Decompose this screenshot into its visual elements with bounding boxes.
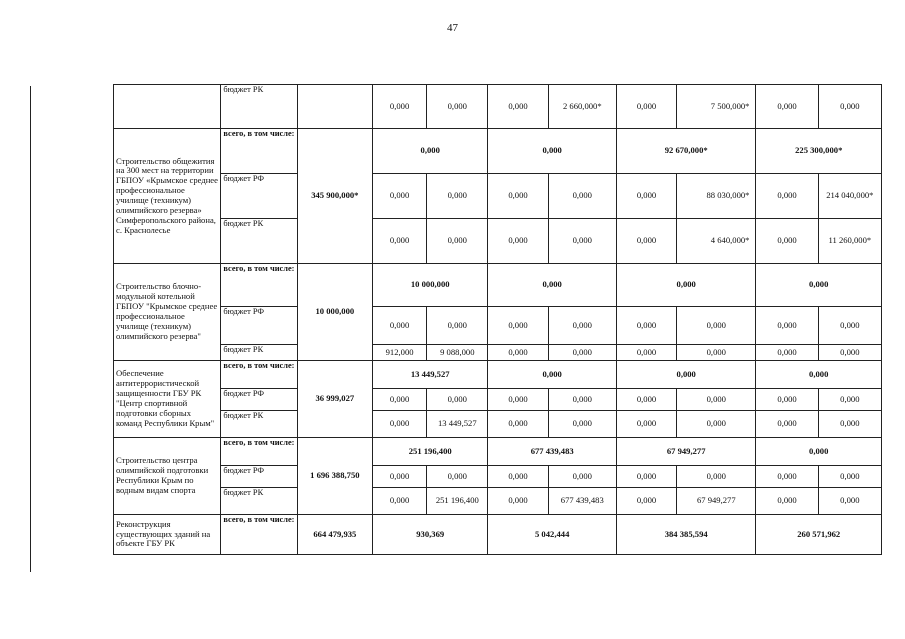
value-cell: 0,000 xyxy=(677,307,756,345)
budget-kind-cell: всего, в том числе: xyxy=(221,438,297,466)
value-cell: 9 088,000 xyxy=(427,345,488,361)
budget-kind-cell: бюджет РФ xyxy=(221,307,297,345)
total-cell: 1 696 388,750 xyxy=(297,438,372,515)
value-cell: 0,000 xyxy=(616,85,676,129)
value-cell: 0,000 xyxy=(616,219,676,264)
value-cell: 67 949,277 xyxy=(677,488,756,515)
value-cell: 0,000 xyxy=(372,85,426,129)
budget-kind-cell: всего, в том числе: xyxy=(221,129,297,174)
year-total-cell: 930,369 xyxy=(372,515,487,555)
total-cell: 664 479,935 xyxy=(297,515,372,555)
value-cell: 0,000 xyxy=(427,219,488,264)
table-row xyxy=(114,488,882,515)
value-cell: 0,000 xyxy=(756,411,818,438)
total-cell: 36 999,027 xyxy=(297,361,372,438)
value-cell: 0,000 xyxy=(488,85,548,129)
value-cell: 0,000 xyxy=(488,466,548,488)
value-cell: 11 260,000* xyxy=(818,219,881,264)
budget-kind-cell: бюджет РК xyxy=(221,219,297,264)
table-row xyxy=(114,85,882,129)
value-cell: 0,000 xyxy=(372,307,426,345)
value-cell: 0,000 xyxy=(818,411,881,438)
value-cell: 0,000 xyxy=(372,488,426,515)
year-total-cell: 384 385,594 xyxy=(616,515,756,555)
budget-kind-cell: бюджет РФ xyxy=(221,389,297,411)
value-cell: 0,000 xyxy=(818,466,881,488)
total-cell: 345 900,000* xyxy=(297,129,372,264)
value-cell: 0,000 xyxy=(756,466,818,488)
value-cell: 0,000 xyxy=(616,411,676,438)
value-cell: 0,000 xyxy=(427,466,488,488)
value-cell: 4 640,000* xyxy=(677,219,756,264)
page-number: 47 xyxy=(447,22,458,34)
year-total-cell: 13 449,527 xyxy=(372,361,487,389)
value-cell: 0,000 xyxy=(756,219,818,264)
value-cell: 88 030,000* xyxy=(677,174,756,219)
year-total-cell: 0,000 xyxy=(488,264,617,307)
value-cell: 0,000 xyxy=(488,411,548,438)
value-cell: 0,000 xyxy=(548,389,616,411)
year-total-cell: 677 439,483 xyxy=(488,438,617,466)
object-name-cell xyxy=(114,85,221,129)
budget-kind-cell: бюджет РФ xyxy=(221,466,297,488)
value-cell: 0,000 xyxy=(616,345,676,361)
year-total-cell: 0,000 xyxy=(756,264,882,307)
table-row xyxy=(114,264,882,307)
value-cell: 912,000 xyxy=(372,345,426,361)
value-cell: 0,000 xyxy=(488,345,548,361)
table-row xyxy=(114,515,882,555)
year-total-cell: 10 000,000 xyxy=(372,264,487,307)
year-total-cell: 0,000 xyxy=(372,129,487,174)
object-name-cell: Обеспечение антитеррористической защищенности ГБУ РК "Центр спортивной подготовки сборных команд Республики Крым" xyxy=(114,361,221,438)
table-row xyxy=(114,174,882,219)
value-cell: 251 196,400 xyxy=(427,488,488,515)
value-cell: 2 660,000* xyxy=(548,85,616,129)
value-cell: 0,000 xyxy=(677,345,756,361)
value-cell: 0,000 xyxy=(818,345,881,361)
table-row xyxy=(114,411,882,438)
value-cell: 0,000 xyxy=(677,389,756,411)
budget-kind-cell: бюджет РК xyxy=(221,411,297,438)
value-cell: 0,000 xyxy=(488,389,548,411)
year-total-cell: 0,000 xyxy=(756,438,882,466)
year-total-cell: 225 300,000* xyxy=(756,129,882,174)
value-cell: 0,000 xyxy=(616,466,676,488)
value-cell: 13 449,527 xyxy=(427,411,488,438)
value-cell: 0,000 xyxy=(677,411,756,438)
value-cell: 0,000 xyxy=(818,488,881,515)
value-cell: 0,000 xyxy=(488,219,548,264)
object-name-cell: Строительство центра олимпийской подготовки Республики Крым по водным видам спорта xyxy=(114,438,221,515)
value-cell: 0,000 xyxy=(616,307,676,345)
total-cell: 10 000,000 xyxy=(297,264,372,361)
value-cell: 0,000 xyxy=(756,307,818,345)
value-cell: 0,000 xyxy=(427,85,488,129)
year-total-cell: 0,000 xyxy=(488,129,617,174)
budget-table xyxy=(113,84,882,555)
value-cell: 0,000 xyxy=(756,389,818,411)
value-cell: 0,000 xyxy=(427,389,488,411)
year-total-cell: 67 949,277 xyxy=(616,438,756,466)
value-cell: 0,000 xyxy=(818,389,881,411)
value-cell: 0,000 xyxy=(372,389,426,411)
year-total-cell: 251 196,400 xyxy=(372,438,487,466)
value-cell: 0,000 xyxy=(548,411,616,438)
value-cell: 0,000 xyxy=(488,488,548,515)
value-cell: 0,000 xyxy=(756,345,818,361)
value-cell: 0,000 xyxy=(756,174,818,219)
budget-kind-cell: бюджет РК xyxy=(221,345,297,361)
value-cell: 0,000 xyxy=(818,307,881,345)
year-total-cell: 0,000 xyxy=(756,361,882,389)
budget-kind-cell: всего, в том числе: xyxy=(221,264,297,307)
table-row xyxy=(114,466,882,488)
value-cell: 0,000 xyxy=(427,307,488,345)
object-name-cell: Реконструкция существующих зданий на объекте ГБУ РК xyxy=(114,515,221,555)
value-cell: 0,000 xyxy=(427,174,488,219)
table-row xyxy=(114,345,882,361)
value-cell: 0,000 xyxy=(372,174,426,219)
year-total-cell: 0,000 xyxy=(616,361,756,389)
object-name-cell: Строительство блочно-модульной котельной ГБПОУ "Крымское среднее профессиональное училище (техникум) олимпийского резерва" xyxy=(114,264,221,361)
year-total-cell: 5 042,444 xyxy=(488,515,617,555)
value-cell: 0,000 xyxy=(616,174,676,219)
value-cell: 0,000 xyxy=(756,488,818,515)
year-total-cell: 92 670,000* xyxy=(616,129,756,174)
year-total-cell: 0,000 xyxy=(488,361,617,389)
year-total-cell: 260 571,962 xyxy=(756,515,882,555)
table-row xyxy=(114,219,882,264)
table-row xyxy=(114,361,882,389)
value-cell: 214 040,000* xyxy=(818,174,881,219)
value-cell: 0,000 xyxy=(488,307,548,345)
value-cell: 0,000 xyxy=(548,307,616,345)
value-cell: 0,000 xyxy=(372,411,426,438)
margin-rule xyxy=(30,86,31,572)
value-cell: 7 500,000* xyxy=(677,85,756,129)
total-cell xyxy=(297,85,372,129)
value-cell: 0,000 xyxy=(548,219,616,264)
budget-kind-cell: всего, в том числе: xyxy=(221,515,297,555)
budget-kind-cell: бюджет РФ xyxy=(221,174,297,219)
budget-kind-cell: всего, в том числе: xyxy=(221,361,297,389)
value-cell: 0,000 xyxy=(548,345,616,361)
table-row xyxy=(114,129,882,174)
table-row xyxy=(114,307,882,345)
budget-kind-cell: бюджет РК xyxy=(221,488,297,515)
value-cell: 0,000 xyxy=(677,466,756,488)
value-cell: 0,000 xyxy=(616,389,676,411)
table-row xyxy=(114,438,882,466)
budget-kind-cell: бюджет РК xyxy=(221,85,297,129)
value-cell: 0,000 xyxy=(756,85,818,129)
object-name-cell: Строительство общежития на 300 мест на территории ГБПОУ «Крымское среднее профессиональное училище (техникум) олимпийского резерва» Симферопольского района, с. Краснолесье xyxy=(114,129,221,264)
value-cell: 0,000 xyxy=(616,488,676,515)
value-cell: 0,000 xyxy=(372,219,426,264)
year-total-cell: 0,000 xyxy=(616,264,756,307)
value-cell: 0,000 xyxy=(818,85,881,129)
table-row xyxy=(114,389,882,411)
value-cell: 0,000 xyxy=(488,174,548,219)
value-cell: 677 439,483 xyxy=(548,488,616,515)
value-cell: 0,000 xyxy=(548,466,616,488)
value-cell: 0,000 xyxy=(372,466,426,488)
value-cell: 0,000 xyxy=(548,174,616,219)
